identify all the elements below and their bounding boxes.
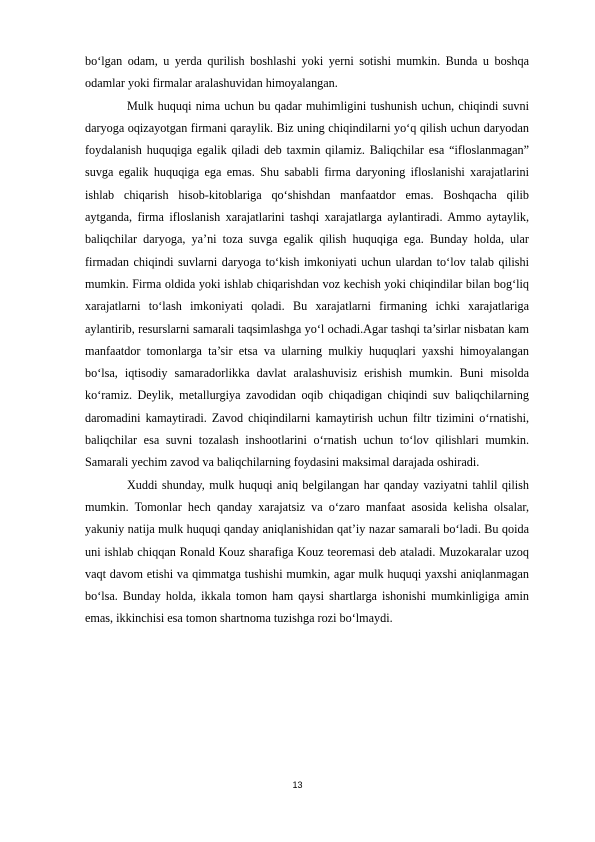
page-number: 13 xyxy=(292,780,303,790)
paragraph-2: Mulk huquqi nima uchun bu qadar muhimligini tushunish uchun, chiqindi suvni daryoga oqizayotgan firmani qaraylik. Biz uning chiqindilarni yo‘q qilish uchun daryodan foydalanish huquqiga egalik qiladi deb taxmin qilamiz. Baliqchilar esa “ifloslanmagan” suvga egalik huquqiga ega emas. Shu sababli firma daryoning ifloslanishi xarajatlarini ishlab chiqarish hisob-kitoblariga qo‘shishdan manfaatdor emas. Boshqacha qilib aytganda, firma ifloslanish xarajatlarini tashqi xarajatlarga aylantiradi. Ammo aytaylik, baliqchilar daryoga, ya’ni toza suvga egalik qilish huquqiga ega. Bunday holda, ular firmadan chiqindi suvlarni daryoga to‘kish imkoniyati uchun ulardan to‘lov talab qilishi mumkin. Firma oldida yoki ishlab chiqarishdan voz kechish yoki chiqindilar bilan bog‘liq xarajatlarni to‘lash imkoniyati qoladi. Bu xarajatlarni firmaning ichki xarajatlariga aylantirib, resurslarni samarali taqsimlashga yo‘l ochadi.Agar tashqi ta’sirlar nisbatan kam manfaatdor tomonlarga ta’sir etsa va ularning mulkiy huquqlari yaxshi himoyalangan bo‘lsa, iqtisodiy samaradorlikka davlat aralashuvisiz erishish mumkin. Buni misolda ko‘ramiz. Deylik, metallurgiya zavodidan oqib chiqadigan chiqindi suv baliqchilarning daromadini kamaytiradi. Zavod chiqindilarni kamaytirish uchun filtr tizimini o‘rnatishi, baliqchilar esa suvni tozalash inshootlarini o‘rnatish uchun to‘lov qilishlari mumkin. Samarali yechim zavod va baliqchilarning foydasini maksimal darajada oshiradi. xyxy=(85,98,529,470)
paragraph-3: Xuddi shunday, mulk huquqi aniq belgilangan har qanday vaziyatni tahlil qilish mumkin. Tomonlar hech qanday xarajatsiz va o‘zaro manfaat asosida kelisha olsalar, yakuniy natija mulk huquqi qanday aniqlanishidan qat’iy nazar samarali bo‘ladi. Bu qoida uni ishlab chiqqan Ronald Kouz sharafiga Kouz teoremasi deb ataladi. Muzokaralar uzoq vaqt davom etishi va qimmatga tushishi mumkin, agar mulk huquqi yaxshi aniqlanmagan bo‘lsa. Bunday holda, ikkala tomon ham qaysi shartlarga ishonishi mumkinligiga amin emas, ikkinchisi esa tomon shartnoma tuzishga rozi bo‘lmaydi. xyxy=(85,477,529,626)
paragraph-1: bo‘lgan odam, u yerda qurilish boshlashi yoki yerni sotishi mumkin. Bunda u boshqa odamlar yoki firmalar aralashuvidan himoyalangan. xyxy=(85,54,529,91)
document-page xyxy=(85,50,529,630)
